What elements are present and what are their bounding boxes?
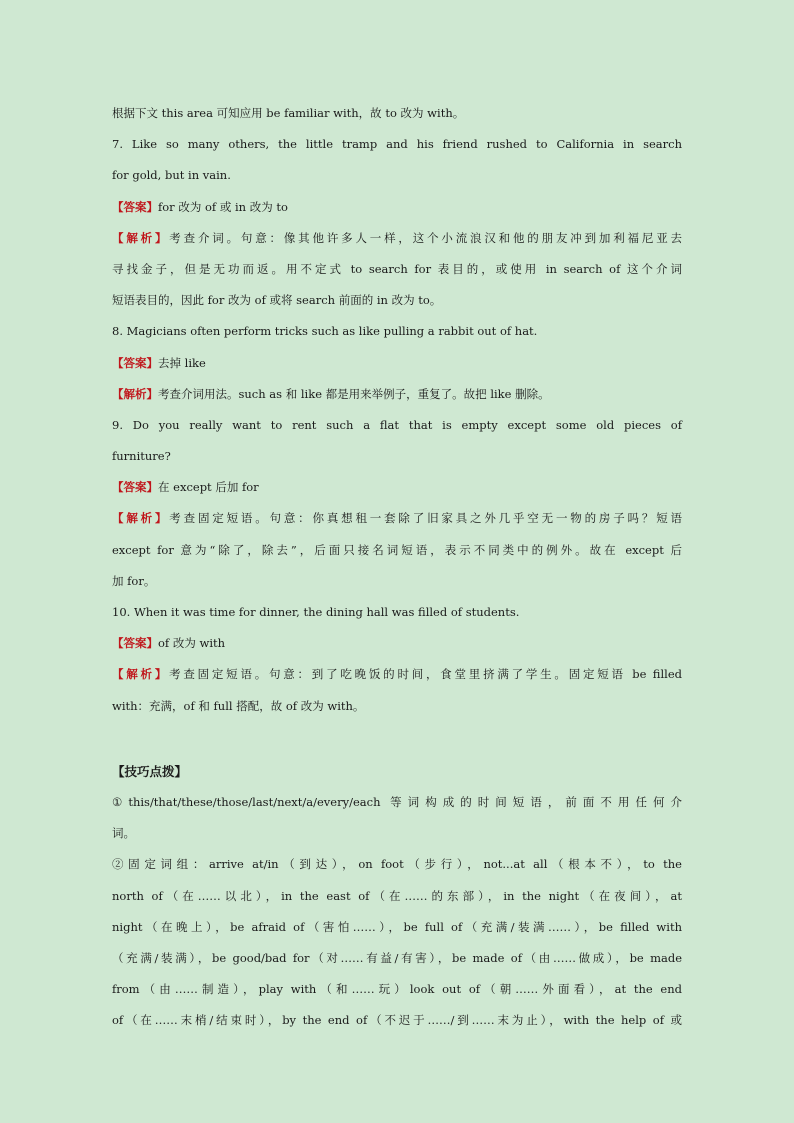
- line-text: 寻找金子，但是无功而返。用不定式 to search for 表目的，或使用 in search of 这个介词: [112, 261, 682, 276]
- label-tag: 【答案】: [112, 636, 158, 651]
- line-text: 10. When it was time for dinner, the dining hall was filled of students.: [112, 605, 520, 619]
- body-line: [112, 628, 682, 659]
- line-text: 7. Like so many others, the little tramp and his friend rushed to California in search: [112, 137, 682, 152]
- line-text: 加 for。: [112, 573, 156, 588]
- tip-line: [112, 912, 682, 943]
- line-text: 考查介词用法。such as 和 like 都是用来举例子，重复了。故把 like 删除。: [158, 386, 550, 401]
- body-line: [112, 223, 682, 254]
- line-text: night（在晚上），be afraid of（害怕……），be full of（充满/装满……），be filled with: [112, 919, 682, 934]
- tip-line: [112, 881, 682, 912]
- line-text: of（在……末梢/结束时），by the end of（不迟于……/到……末为止），with the help of 或: [112, 1013, 682, 1028]
- label-tag: 【解析】: [112, 230, 170, 245]
- body-line: [112, 472, 682, 503]
- line-text: of 改为 with: [158, 636, 226, 651]
- body-line: [112, 285, 682, 316]
- line-text: ②固定词组：arrive at/in（到达），on foot（步行），not...at all（根本不），to the: [112, 857, 682, 872]
- line-text: 短语表目的，因此 for 改为 of 或将 search 前面的 in 改为 to。: [112, 293, 442, 308]
- section-title: 【技巧点拨】: [112, 763, 188, 779]
- line-text: ①this/that/these/those/last/next/a/every/each 等词构成的时间短语，前面不用任何介: [112, 794, 682, 809]
- tip-line: [112, 1005, 682, 1036]
- body-line: [112, 160, 682, 191]
- body-line: [112, 597, 682, 628]
- line-text: 去掉 like: [158, 355, 206, 370]
- line-text: 9. Do you really want to rent such a flat that is empty except some old pieces of: [112, 417, 682, 432]
- body-line: [112, 410, 682, 441]
- line-text: for 改为 of 或 in 改为 to: [158, 199, 288, 214]
- body-line: [112, 316, 682, 347]
- body-line: [112, 192, 682, 223]
- tip-line: [112, 849, 682, 880]
- body-line: [112, 98, 682, 129]
- label-tag: 【解析】: [112, 667, 170, 682]
- line-text: from（由……制造），play with（和……玩）look out of（朝……外面看），at the end: [112, 982, 682, 997]
- body-line: [112, 659, 682, 690]
- line-text: 考查固定短语。句意：你真想租一套除了旧家具之外几乎空无一物的房子吗？短语: [169, 511, 683, 526]
- line-text: 考查介词。句意：像其他许多人一样，这个小流浪汉和他的朋友冲到加利福尼亚去: [169, 230, 683, 245]
- label-tag: 【答案】: [112, 355, 158, 370]
- body-line: [112, 441, 682, 472]
- line-text: for gold, but in vain.: [112, 168, 231, 183]
- body-line: [112, 254, 682, 285]
- line-text: 根据下文 this area 可知应用 be familiar with，故 to 改为 with。: [112, 106, 465, 120]
- line-text: except for 意为“除了，除去”，后面只接名词短语，表示不同类中的例外。故在 except 后: [112, 542, 682, 557]
- line-text: 词。: [112, 826, 135, 841]
- tip-line: [112, 943, 682, 974]
- body-line: [112, 566, 682, 597]
- label-tag: 【解析】: [112, 386, 158, 401]
- label-tag: 【答案】: [112, 480, 158, 495]
- line-text: furniture?: [112, 449, 171, 464]
- line-text: 在 except 后加 for: [158, 480, 259, 495]
- line-text: north of（在……以北），in the east of（在……的东部），in the night（在夜间），at: [112, 888, 682, 903]
- line-text: 8. Magicians often perform tricks such as like pulling a rabbit out of hat.: [112, 324, 538, 339]
- line-text: with：充满，of 和 full 搭配，故 of 改为 with。: [112, 698, 365, 713]
- body-line: [112, 503, 682, 534]
- body-line: [112, 379, 682, 410]
- section-gap: [112, 722, 682, 756]
- tips-list: [112, 787, 682, 1037]
- label-tag: 【答案】: [112, 199, 158, 214]
- tip-line: [112, 787, 682, 818]
- tip-line: [112, 818, 682, 849]
- answer-explanations: [112, 98, 682, 722]
- body-line: [112, 535, 682, 566]
- line-text: （充满/装满），be good/bad for（对……有益/有害），be made of（由……做成），be made: [112, 950, 682, 965]
- body-line: [112, 129, 682, 160]
- document-page: [112, 98, 682, 1036]
- label-tag: 【解析】: [112, 511, 170, 526]
- line-text: 考查固定短语。句意：到了吃晚饭的时间，食堂里挤满了学生。固定短语 be filled: [169, 667, 683, 682]
- body-line: [112, 691, 682, 722]
- tip-line: [112, 974, 682, 1005]
- body-line: [112, 348, 682, 379]
